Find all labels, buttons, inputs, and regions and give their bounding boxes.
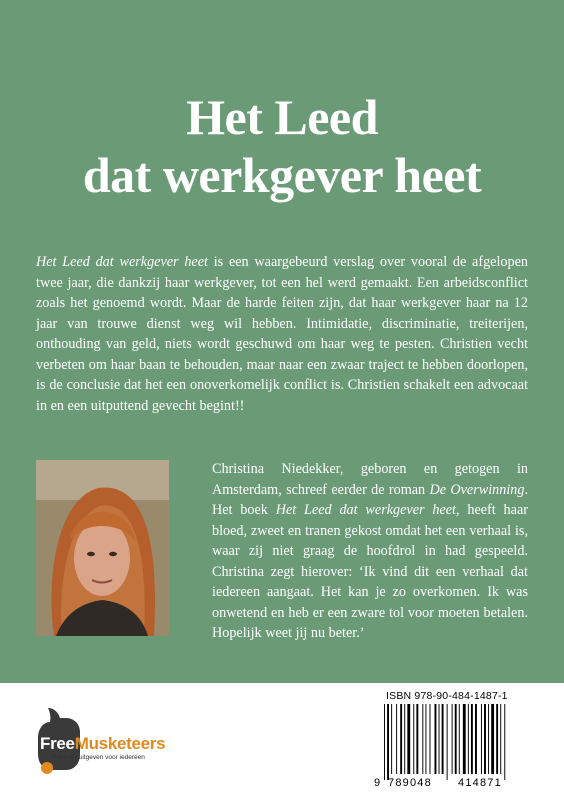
barcode-bar bbox=[413, 704, 414, 774]
title-line-1: Het Leed bbox=[186, 89, 378, 145]
barcode-bar bbox=[496, 704, 498, 774]
barcode-bar bbox=[400, 704, 402, 774]
publisher-name-free: Free bbox=[40, 734, 75, 753]
barcode-bar bbox=[425, 704, 426, 774]
author-book-title: Het Leed dat werkgever heet bbox=[275, 502, 456, 518]
barcode-bar bbox=[484, 704, 486, 774]
barcode-bar bbox=[463, 704, 466, 774]
barcode-bar bbox=[500, 704, 501, 774]
barcode-bar bbox=[475, 704, 477, 774]
isbn-label: ISBN 978-90-484-1487-1 bbox=[386, 690, 508, 702]
barcode-bar bbox=[471, 704, 473, 774]
barcode-bar bbox=[439, 704, 440, 774]
barcode-bar bbox=[491, 704, 494, 774]
barcode-bar bbox=[404, 704, 405, 774]
barcode-bar bbox=[452, 704, 453, 774]
barcode-bar bbox=[455, 704, 457, 774]
barcode-bar bbox=[488, 704, 489, 774]
ean-left-group: 789048 bbox=[388, 777, 432, 789]
barcode-bar bbox=[396, 704, 397, 774]
ean-right-group: 414871 bbox=[458, 777, 502, 789]
author-photo bbox=[36, 460, 169, 636]
publisher-tagline: Kans rijk uitgeven voor iedereen bbox=[52, 754, 145, 761]
author-novel-title: De Overwinning bbox=[429, 481, 525, 498]
barcode-bar bbox=[387, 704, 389, 780]
isbn-barcode bbox=[374, 704, 530, 780]
blurb-text: is een waargebeurd verslag over vooral de afgelopen twee jaar, die dankzij haar werkgever, tot een hel werd gemaakt. Een arbeidsconflict zoals het genoemd wordt. Maar de harde feiten zijn, dat haar werkgever haar na 12 jaar van trouwe dienst weg wil hebben. Intimidatie, discriminatie, treiterijen, onthouding van geld, niets wordt geschuwd om haar weg te pesten. Christien vecht verbeten om haar baan te behouden, maar naar een zwaar traject te hebben doorlopen, is de conclusie dat het een onoverkomelijk conflict is. Christien schakelt een advocaat in en een uitputtend gevecht begint!! bbox=[36, 254, 528, 414]
barcode-bar bbox=[416, 704, 418, 774]
publisher-name-musketeers: Musketeers bbox=[74, 734, 166, 753]
barcode-bar bbox=[481, 704, 482, 774]
barcode-bar bbox=[447, 704, 448, 780]
author-bio-part-3: , heeft haar bloed, zweet en tranen gekost omdat het een verhaal is, waar zij niet graag de hoofdrol in had gespeeld. Christina zegt hierover: ‘Ik vind dit een verhaal dat iedereen aangaat. Het kan je zo overkomen. Ik was onwetend en heb er een zware tol voor moeten betalen. Hopelijk weet jij nu beter.’ bbox=[212, 502, 528, 641]
barcode-bar bbox=[384, 704, 385, 780]
barcode-bar bbox=[459, 704, 460, 774]
barcode-bar bbox=[430, 704, 431, 774]
title-line-2: dat werkgever heet bbox=[82, 147, 482, 203]
blurb-book-title: Het Leed dat werkgever heet bbox=[36, 254, 208, 270]
barcode-bar bbox=[407, 704, 410, 774]
barcode-bar bbox=[435, 704, 437, 774]
author-bio-part-1: Christina Niedekker, geboren en getogen in Amsterdam, schreef eerder de roman bbox=[212, 461, 528, 498]
barcode-bar bbox=[468, 704, 469, 774]
barcode-bar bbox=[442, 704, 444, 774]
ean-digits bbox=[374, 777, 530, 791]
barcode-bar bbox=[391, 704, 392, 774]
barcode-bar bbox=[504, 704, 505, 780]
book-title bbox=[0, 88, 564, 204]
barcode-bar bbox=[422, 704, 423, 774]
publisher-name bbox=[40, 734, 165, 754]
author-bio bbox=[212, 459, 528, 644]
author-bio-part-2: . Het boek bbox=[212, 481, 528, 518]
book-blurb bbox=[36, 252, 528, 416]
author-portrait-image bbox=[36, 460, 169, 636]
ean-first-digit: 9 bbox=[374, 777, 381, 789]
